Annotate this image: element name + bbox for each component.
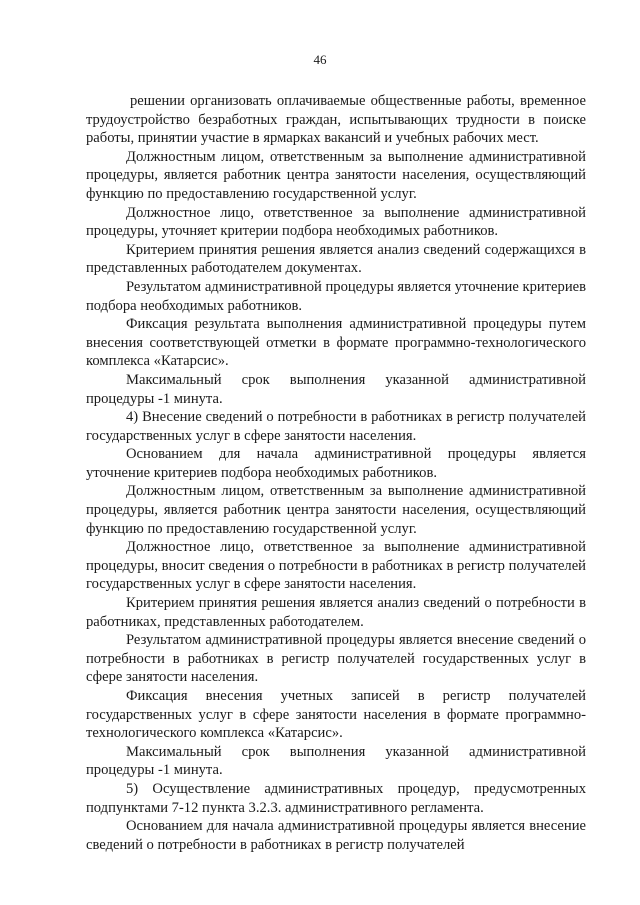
paragraph: 4) Внесение сведений о потребности в работниках в регистр получателей государственных услуг в сфере занятости населения. bbox=[86, 409, 586, 444]
document-body bbox=[86, 92, 586, 854]
paragraph: Должностное лицо, ответственное за выполнение административной процедуры, вносит сведения о потребности в работниках в регистр получателей государственных услуг в сфере занятости населения. bbox=[86, 539, 586, 593]
paragraph: Максимальный срок выполнения указанной административной процедуры -1 минута. bbox=[86, 743, 586, 779]
paragraph: Результатом административной процедуры является внесение сведений о потребности в работниках в регистр получателей государственных услуг в сфере занятости населения. bbox=[86, 632, 586, 686]
paragraph: решении организовать оплачиваемые общественные работы, временное трудоустройство безработных граждан, испытывающих трудности в поиске работы, принятии участие в ярмарках вакансий и учебных рабочих мест. bbox=[86, 93, 586, 147]
paragraph: Результатом административной процедуры является уточнение критериев подбора необходимых работников. bbox=[86, 278, 587, 314]
paragraph: Фиксация результата выполнения административной процедуры путем внесения соответствующей отметки в формате программно-технологического комплекса «Катарсис». bbox=[86, 316, 586, 370]
page-number: 46 bbox=[313, 52, 327, 67]
paragraph: Фиксация внесения учетных записей в регистр получателей государственных услуг в сфере занятости населения в формате программно-технологического комплекса «Катарсис». bbox=[86, 688, 586, 742]
paragraph: Должностным лицом, ответственным за выполнение административной процедуры, является работник центра занятости населения, осуществляющий функцию по предоставлению государственной услуг. bbox=[86, 148, 586, 202]
paragraph: Основанием для начала административной процедуры является уточнение критериев подбора необходимых работников. bbox=[86, 446, 586, 481]
paragraph: Критерием принятия решения является анализ сведений содержащихся в представленных работодателем документах. bbox=[86, 241, 586, 277]
paragraph: Максимальный срок выполнения указанной административной процедуры -1 минута. bbox=[86, 371, 586, 407]
paragraph: Должностным лицом, ответственным за выполнение административной процедуры, является работник центра занятости населения, осуществляющий функцию по предоставлению государственной услуг. bbox=[86, 483, 586, 537]
paragraph: Критерием принятия решения является анализ сведений о потребности в работниках, представленных работодателем. bbox=[86, 595, 586, 630]
paragraph: 5) Осуществление административных процедур, предусмотренных подпунктами 7-12 пункта 3.2.3. административного регламента. bbox=[86, 780, 586, 816]
paragraph: Должностное лицо, ответственное за выполнение административной процедуры, уточняет критерии подбора необходимых работников. bbox=[86, 204, 586, 240]
paragraph: Основанием для начала административной процедуры является внесение сведений о потребности в работниках в регистр получателей bbox=[86, 818, 586, 853]
